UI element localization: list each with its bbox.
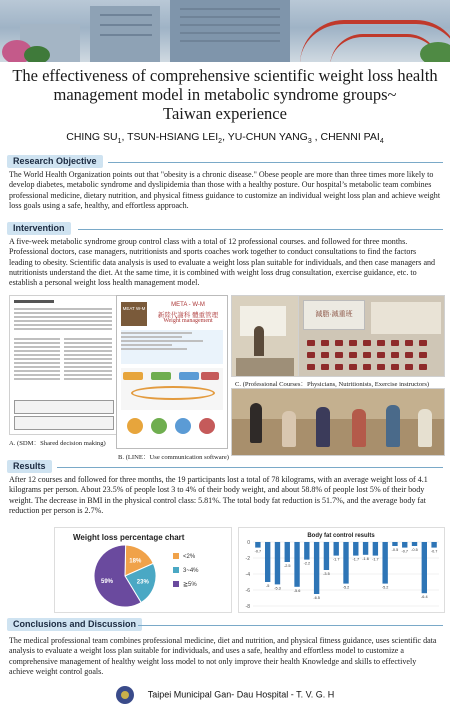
app-logo: MEAT W-M [121, 302, 147, 326]
author-list: CHING $SU_1$, TSUN-HSIANG $LEI_2$, YU-CHUN $YANG_3$ , CHENNI $PAI_4$ [66, 131, 384, 146]
author-name: YU-CHUN YANG [227, 131, 308, 143]
bar-value-label: -5.2 [381, 585, 389, 590]
author-name: CHING SU [66, 131, 118, 143]
bar-chart-panel [238, 527, 445, 613]
y-tick-label: 0 [247, 540, 250, 546]
bar [304, 542, 309, 560]
section-divider [57, 467, 443, 468]
bar [431, 542, 436, 548]
bar-value-label: -3.5 [323, 572, 330, 576]
figure-b-line-app [116, 295, 228, 449]
photo-lecture-1 [231, 295, 299, 377]
bar-value-label: -5.6 [293, 588, 301, 593]
pie-chart-title: Weight loss percentage chart [73, 533, 185, 542]
bar-value-label: -5 [265, 584, 270, 588]
intervention-text: A five-week metabolic syndrome group control class with a total of 12 professional courses. and followed for three months. Professional doctors, case managers, nutritionists and sports coaches work together to conduct consultations to find the factors leading to obesity. Scientific data analysis is used to evaluate a weight loss plan suitable for individuals, and then case managers and nutritionists understand the diet. At the same time, it is combined with weight loss drug consultation, exercise guidance, etc. to establish a personal weight loss health management model. [9, 237, 436, 288]
bar [373, 542, 378, 556]
section-divider [108, 162, 443, 163]
title-line-1: The effectiveness of comprehensive scientific weight loss health [12, 66, 438, 85]
bar-value-label: -0.5 [391, 548, 399, 552]
bar-value-label: -0.7 [401, 549, 409, 554]
bar [255, 542, 260, 548]
figure-a-sdm-document [9, 295, 117, 435]
caption-b: B. (LINE：Use communication software) [118, 454, 229, 461]
y-tick-label: -4 [245, 572, 250, 578]
app-subtitle-en: Weight management [163, 318, 213, 324]
bar-value-label: -5.3 [274, 586, 281, 591]
legend-swatch [173, 581, 179, 587]
bar-value-label: -0.7 [254, 549, 262, 554]
pie-chart-panel [54, 527, 232, 613]
photo-exercise-class [231, 388, 445, 456]
photo-banner-text: 減脂·減重班 [303, 300, 365, 330]
bar [353, 542, 358, 556]
legend-swatch [173, 553, 179, 559]
title-line-3: Taiwan experience [163, 104, 287, 123]
caption-c: C. (Professional Courses：Physicians, Nutritionists, Exercise instructors) [235, 381, 430, 388]
bar-value-label: -6.5 [313, 596, 320, 600]
author-name: CHENNI PAI [320, 131, 380, 143]
bar-value-label: -1.7 [372, 557, 379, 562]
title-line-2: management model in metabolic syndrome groups~ [53, 85, 397, 104]
bar-value-label: -1.7 [332, 557, 340, 562]
bar [412, 542, 417, 546]
pie-slice-label: 18% [129, 558, 142, 565]
bar [275, 542, 280, 584]
bar-value-label: -6.4 [421, 595, 428, 600]
hospital-logo-icon [116, 686, 134, 704]
bar-value-label: -2.2 [303, 561, 311, 566]
section-heading-intervention: Intervention [7, 222, 71, 235]
bar [382, 542, 387, 584]
bar-value-label: -1.6 [362, 556, 369, 561]
photo-lecture-2 [298, 295, 445, 377]
bar [402, 542, 407, 548]
footer [0, 686, 450, 704]
bar [285, 542, 290, 562]
bar [294, 542, 299, 587]
app-subtitle-cn: 新陸代謝科 體重管理 [157, 312, 219, 319]
pie-slice-label: 23% [136, 579, 149, 586]
conclusion-text: The medical professional team combines professional medicine, diet and nutrition, and physical fitness guidance, uses scientific data analysis to evaluate a weight loss plan suitable for individuals, and uses a safe, healthy and effortless model to customize a comprehensive management of healthy weight loss model to not only improve their health Knowledge and skills to effectively achieve weight control goals. [9, 636, 437, 676]
bar [343, 542, 348, 584]
bar [314, 542, 319, 594]
poster-title [10, 66, 440, 123]
bar-value-label: -0.5 [411, 548, 418, 552]
pie-chart [55, 528, 231, 612]
bar [363, 542, 368, 555]
bar [334, 542, 339, 556]
app-icons [121, 414, 223, 444]
bar [392, 542, 397, 546]
bar [422, 542, 427, 593]
section-divider [138, 625, 443, 626]
section-heading-results: Results [7, 460, 52, 473]
caption-a: A. (SDM：Shared decision making) [9, 440, 106, 447]
bar-chart-title: Body fat control results [307, 533, 375, 539]
section-divider [78, 229, 443, 230]
footer-text: Taipei Municipal Gan- Dau Hospital - T. V. G. H [147, 689, 335, 700]
pie-slice-label: 59% [100, 578, 114, 585]
y-tick-label: -8 [245, 604, 250, 610]
green-bush-right [420, 42, 450, 62]
app-title: META - W-M [171, 302, 205, 308]
bar-chart [239, 528, 444, 612]
bar-value-label: -1.7 [352, 557, 360, 562]
app-workflow [121, 368, 223, 410]
y-tick-label: -6 [245, 588, 250, 594]
objective-text: The World Health Organization points out that "obesity is a chronic disease." Obese people are more than three times more likely to develop diabetes, metabolic syndrome and dyslipidemia than those with a healthy posture. Our hospital’s metabolic team combines professional medicine, dietary nutrition, and physical fitness guidance to customize an individual weight loss plan and achieve weight loss goals using a safe, healthy, and effortless approach. [9, 170, 441, 210]
bar-value-label: -0.7 [430, 549, 438, 554]
y-tick-label: -2 [245, 556, 250, 562]
bar [324, 542, 329, 570]
author-name: TSUN-HSIANG LEI [127, 131, 219, 143]
results-text: After 12 courses and followed for three months, the 19 participants lost a total of 78 kilograms, with an average weight loss of 4.1 kilograms per person. About 23.5% of people lost 3 to 4% of their body weight, and about 58.8% of people lost 5% of their body weight. The decrease in BMI in the physical control class: 5.81%. The total body fat reduction is 51.7%, and the average body fat reduction per person is 2.7%. [9, 475, 428, 515]
legend-swatch [173, 567, 179, 573]
header-banner [0, 0, 450, 62]
bar-value-label: -2.5 [283, 564, 291, 568]
legend-label: 3~4% [183, 568, 199, 574]
section-heading-objective: Research Objective [7, 155, 103, 168]
green-bush [24, 46, 50, 62]
bar-value-label: -5.2 [342, 585, 350, 590]
legend-label: <2% [183, 554, 196, 560]
section-heading-conclusion: Conclusions and Discussion [7, 618, 142, 631]
bar [265, 542, 270, 582]
legend-label: ≧5% [183, 582, 197, 588]
